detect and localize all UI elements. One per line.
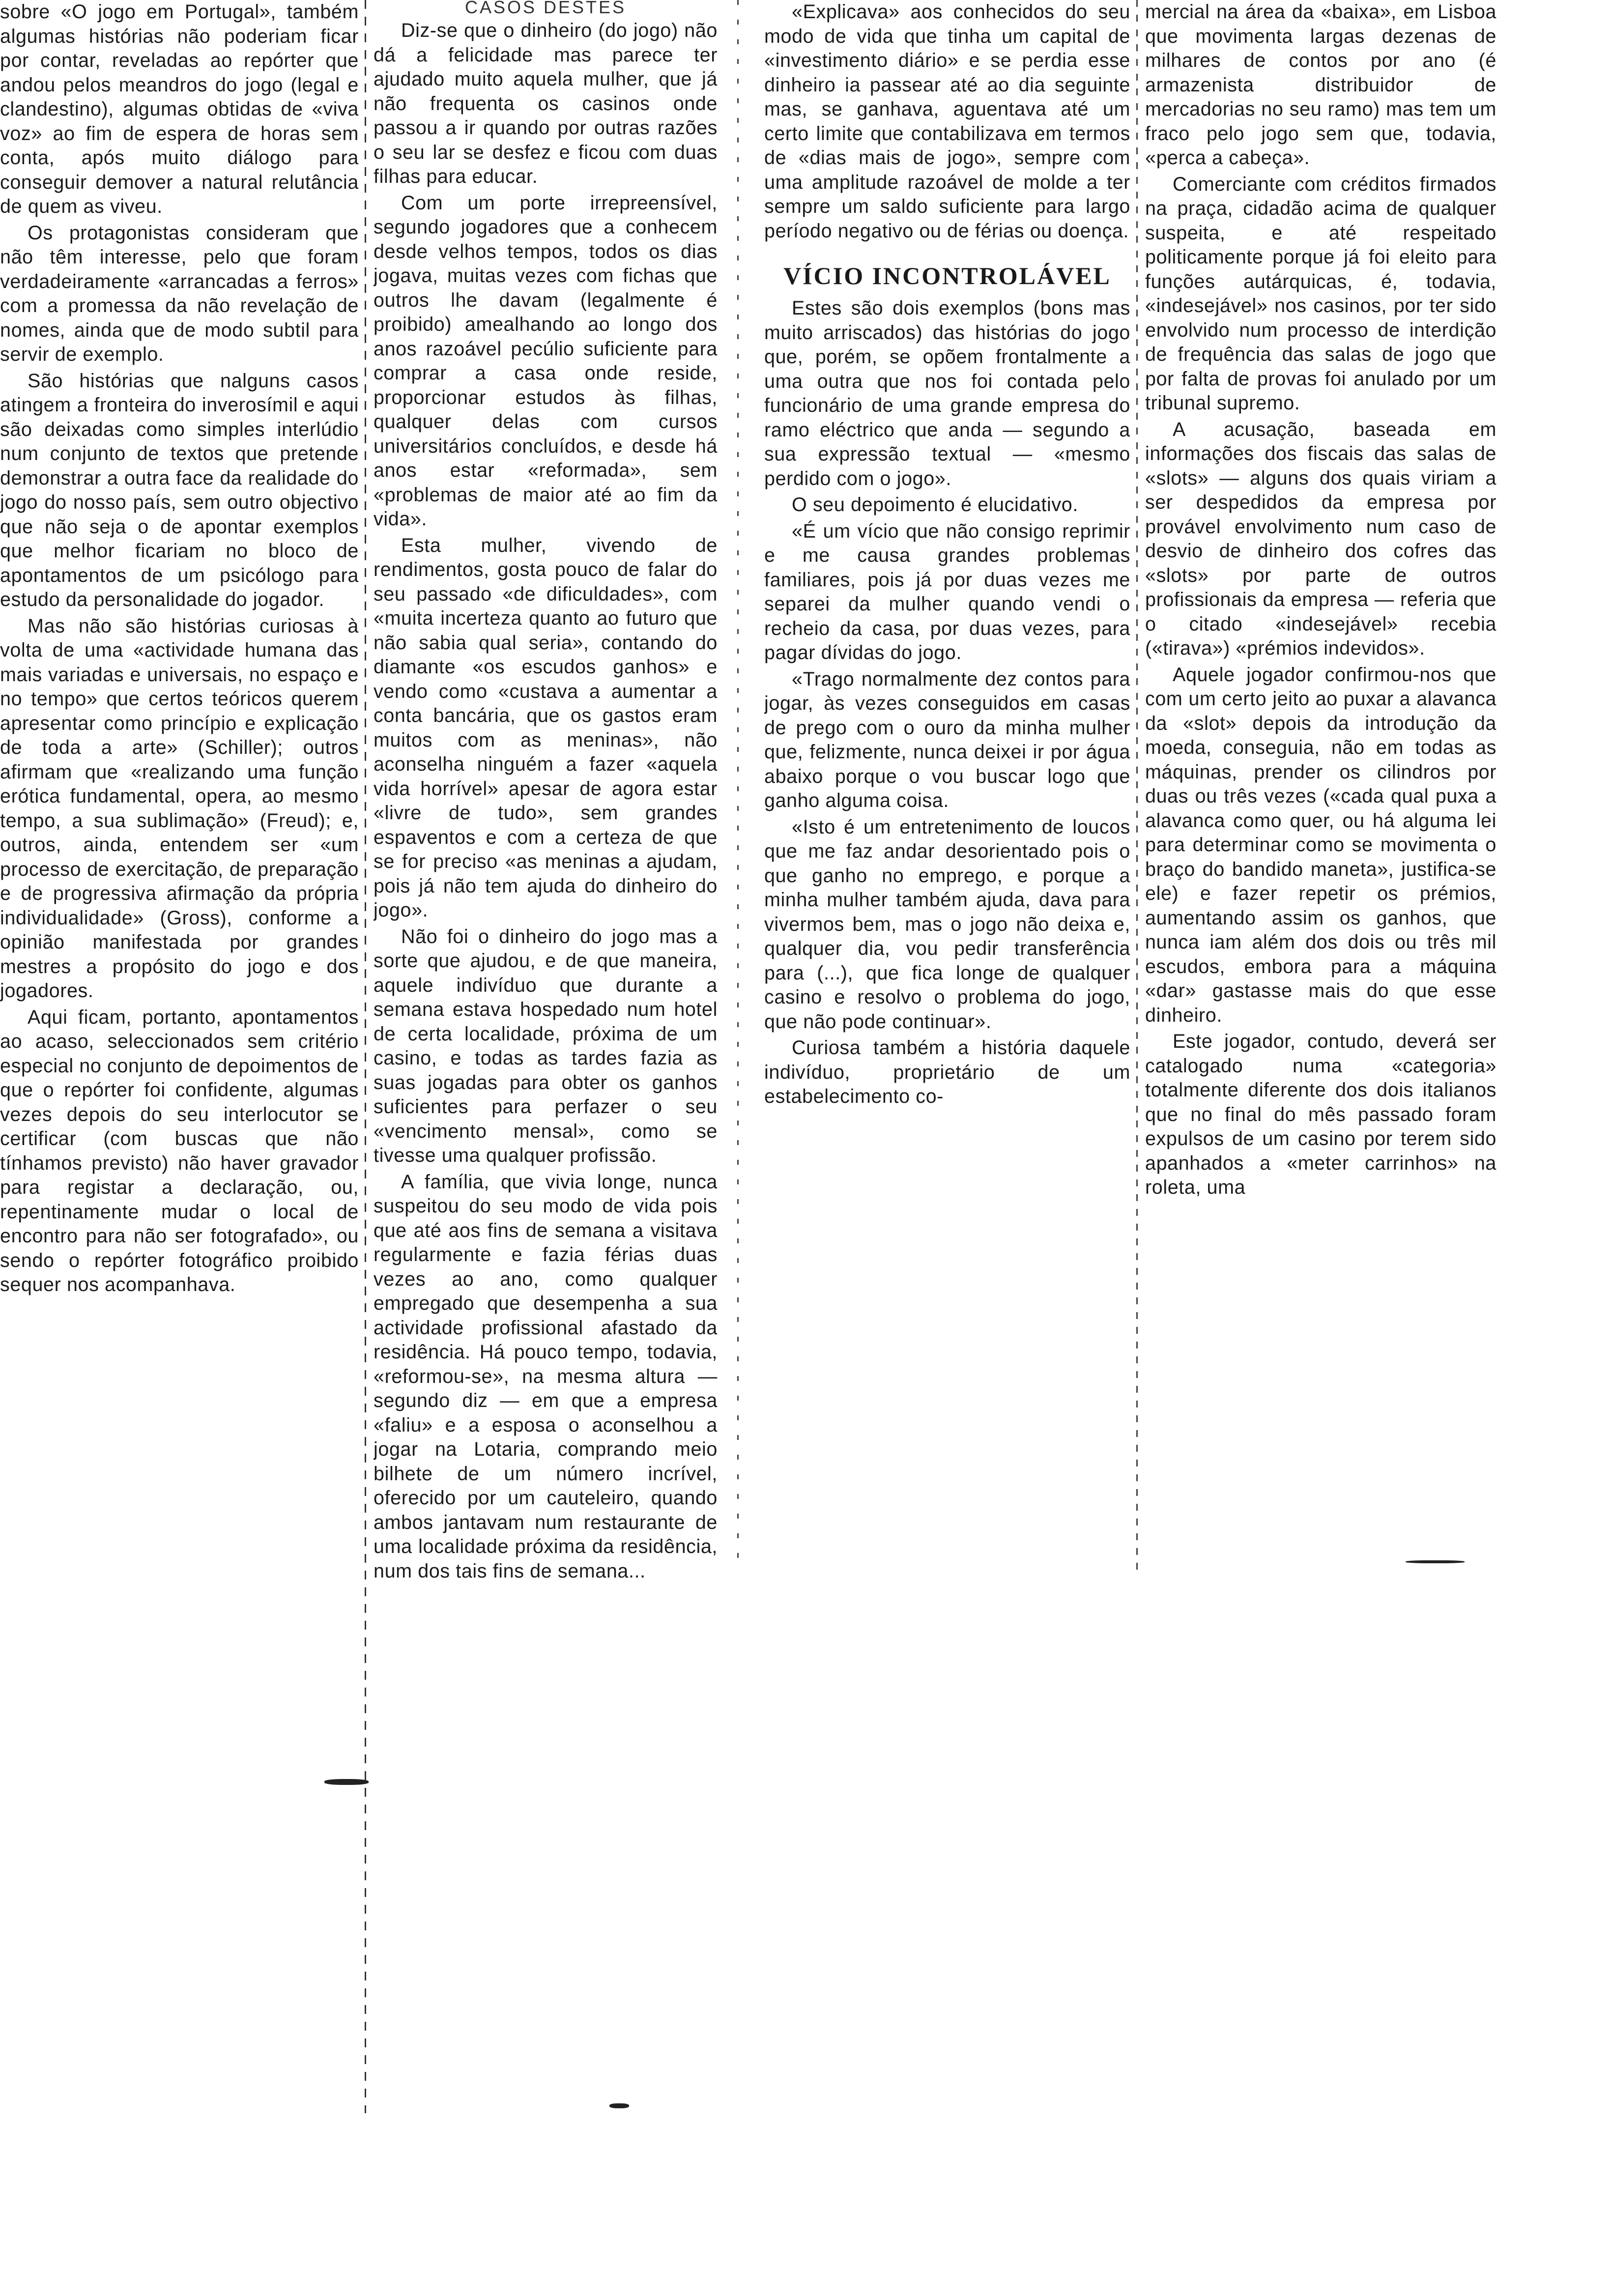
paragraph: «Trago normalmente dez contos para jogar, às vezes conseguidos em casas de prego com o ouro da minha mulher que, felizmente, nunca deixei ir por água abaixo porque o vou buscar logo que ganho alguma coisa. xyxy=(764,668,1130,811)
paragraph: Mas não são histórias curiosas à volta de uma «actividade humana das mais variadas e universais, no espaço e no tempo» que certos teóricos querem apresentar como princípio e explicação de toda a arte» (Schiller); outros afirmam que «realizando uma função erótica fundamental, opera, ao mesmo tempo, a sua sublimação» (Freud); e, outros, ainda, entendem ser «um processo de exercitação, de preparação e de progressiva afirmação da própria individualidade» (Gross), conforme a opinião manifestada por grandes mestres a propósito do jogo e dos jogadores. xyxy=(0,615,359,1002)
paragraph: São histórias que nalguns casos atingem a fronteira do inverosímil e aqui são deixadas como simples interlúdio num conjunto de textos que pretende demonstrar a outra face da realidade do jogo do nosso país, sem outro objectivo que não seja o de apontar exemplos que melhor ficariam no bloco de apontamentos de um psicólogo para estudo da personalidade do jogador. xyxy=(0,370,359,610)
paragraph: Esta mulher, vivendo de rendimentos, gosta pouco de falar do seu passado «de dificuldades», com «muita incerteza quanto ao futuro que não sabia qual seria», contando do diamante «os escudos ganhos» e vendo como «custava a aumentar a conta bancária, que os gastos eram muitos com as meninas», não aconselha ninguém a fazer «aquela vida horrível» apesar de agora estar «livre de tudo», sem grandes espaventos e com a certeza de que se for preciso «as meninas a ajudam, pois já não tem ajuda do dinheiro do jogo». xyxy=(374,534,718,921)
article-column-2 xyxy=(374,0,718,2133)
paragraph: mercial na área da «baixa», em Lisboa que movimenta largas dezenas de milhares de contos por ano (é armazenista distribuidor de mercadorias no seu ramo) mas tem um fraco pelo jogo sem que, todavia, «perca a cabeça». xyxy=(1145,1,1497,169)
article-column-3 xyxy=(764,0,1130,1597)
paragraph: Aquele jogador confirmou-nos que com um certo jeito ao puxar a alavanca da «slot» depois da introdução da moeda, conseguia, não em todas as máquinas, prender os cilindros por duas ou três vezes («cada qual puxa a alavanca como quer, ou há alguma lei para determinar como se movimenta o braço do bandido maneta», justifica-se ele) e fazer repetir os prémios, aumentando assim os ganhos, que nunca iam além dos dois ou três mil escudos, embora para a máquina «dar» gastasse mais do que esse dinheiro. xyxy=(1145,663,1497,1026)
paragraph: «Explicava» aos conhecidos do seu modo de vida que tinha um capital de «investimento diário» e se perdia esse dinheiro ia passear até ao dia seguinte mas, se ganhava, aguentava até um certo limite que contabilizava em termos de «dias mais de jogo», sempre com uma amplitude razoável de molde a ter sempre um saldo suficiente para largo período negativo ou de férias ou doença. xyxy=(764,1,1130,242)
scan-noise xyxy=(1406,1560,1465,1563)
paragraph: Não foi o dinheiro do jogo mas a sorte que ajudou, e de que maneira, aquele indivíduo que durante a semana estava hospedado num hotel de certa localidade, próxima de um casino, e todas as tardes fazia as suas jogadas para obter os ganhos suficientes para perfazer o seu «vencimento mensal», como se tivesse uma qualquer profissão. xyxy=(374,925,718,1166)
paragraph: Curiosa também a história daquele indivíduo, proprietário de um estabelecimento co- xyxy=(764,1037,1130,1107)
article-column-4 xyxy=(1145,0,1497,1573)
section-heading-cut: CASOS DESTES xyxy=(464,0,627,17)
paragraph: Os protagonistas consideram que não têm interesse, pelo que foram verdadeiramente «arrancadas a ferros» com a promessa da não revelação de nomes, ainda que de modo subtil para servir de exemplo. xyxy=(0,222,359,365)
paragraph: Aqui ficam, portanto, apontamentos ao acaso, seleccionados sem critério especial no conjunto de depoimentos de que o repórter foi confidente, algumas vezes depois do seu interlocutor se certificar (com buscas que não tínhamos previsto) não haver gravador para registar a declaração, ou, repentinamente mudar o local de encontro para não ser fotografado», ou sendo o repórter fotográfico proibido sequer nos acompanhava. xyxy=(0,1006,359,1295)
paragraph: A família, que vivia longe, nunca suspeitou do seu modo de vida pois que até aos fins de semana a visitava regularmente e fazia férias duas vezes ao ano, como qualquer empregado que desempenha a sua actividade profissional afastado da residência. Há pouco tempo, todavia, «reformou-se», na mesma altura — segundo diz — em que a empresa «faliu» e a esposa o aconselhou a jogar na Lotaria, comprando meio bilhete de um número incrível, oferecido por um cauteleiro, quando ambos jantavam num restaurante de uma localidade próxima da residência, num dos tais fins de semana... xyxy=(374,1171,718,1582)
scan-noise xyxy=(324,1779,369,1785)
column-rule xyxy=(737,0,739,1573)
paragraph: Diz-se que o dinheiro (do jogo) não dá a felicidade mas parece ter ajudado muito aquela mulher, que já não frequenta os casinos onde passou a ir quando por outras razões o seu lar se desfez e ficou com duas filhas para educar. xyxy=(374,20,718,187)
column-rule xyxy=(365,0,366,2113)
paragraph: sobre «O jogo em Portugal», também algumas histórias não poderiam ficar por contar, reveladas ao repórter que andou pelos meandros do jogo (legal e clandestino), algumas obtidas de «viva voz» ao fim de espera de horas sem conta, após muito diálogo para conseguir demover a natural relutância de quem as viveu. xyxy=(0,1,359,217)
paragraph: Comerciante com créditos firmados na praça, cidadão acima de qualquer suspeita, e até respeitado politicamente porque já foi eleito para funções autárquicas, é, todavia, «indesejável» nos casinos, por ter sido envolvido num processo de interdição de frequência das salas de jogo que por falta de provas foi anulado por um tribunal supremo. xyxy=(1145,173,1497,414)
paragraph: «Isto é um entretenimento de loucos que me faz andar desorientado pois o que ganho no emprego, e porque a minha mulher também ajuda, dava para vivermos bem, mas o jogo não deixa e, qualquer dia, vou pedir transferência para (...), que fica longe de qualquer casino e resolvo o problema do jogo, que não pode continuar». xyxy=(764,816,1130,1033)
column-rule xyxy=(1136,0,1138,1573)
paragraph: Este jogador, contudo, deverá ser catalogado numa «categoria» totalmente diferente dos dois italianos que no final do mês passado foram expulsos de um casino por terem sido apanhados a «meter carrinhos» na roleta, uma xyxy=(1145,1031,1497,1198)
paragraph: O seu depoimento é elucidativo. xyxy=(792,494,1078,516)
scan-noise xyxy=(609,2103,629,2108)
paragraph: «É um vício que não consigo reprimir e me causa grandes problemas familiares, pois já por duas vezes me separei da mulher quando vendi o recheio da casa, por duas vezes, para pagar dívidas do jogo. xyxy=(764,520,1130,663)
paragraph: A acusação, baseada em informações dos fiscais das salas de «slots» — alguns dos quais viriam a ser despedidos da empresa por provável envolvimento num caso de desvio de dinheiro dos cofres das «slots» por parte de outros profissionais da empresa — referia que o citado «indesejável» recebia («tirava») «prémios indevidos». xyxy=(1145,418,1497,659)
subheading: VÍCIO INCONTROLÁVEL xyxy=(783,262,1111,289)
paragraph: Estes são dois exemplos (bons mas muito arriscados) das histórias do jogo que, porém, se opõem frontalmente a uma outra que nos foi contada pelo funcionário de uma grande empresa do ramo eléctrico que anda — segundo a sua expressão textual — «mesmo perdido com o jogo». xyxy=(764,297,1130,489)
article-column-1 xyxy=(0,0,359,1828)
paragraph: Com um porte irrepreensível, segundo jogadores que a conhecem desde velhos tempos, todos os dias jogava, muitas vezes com fichas que outros lhe davam (legalmente é proibido) amealhando ao longo dos anos razoável pecúlio suficiente para comprar a casa onde reside, proporcionar estudos às filhas, qualquer delas com cursos universitários concluídos, e desde há anos estar «reformada», sem «problemas de maior até ao fim da vida». xyxy=(374,192,718,530)
